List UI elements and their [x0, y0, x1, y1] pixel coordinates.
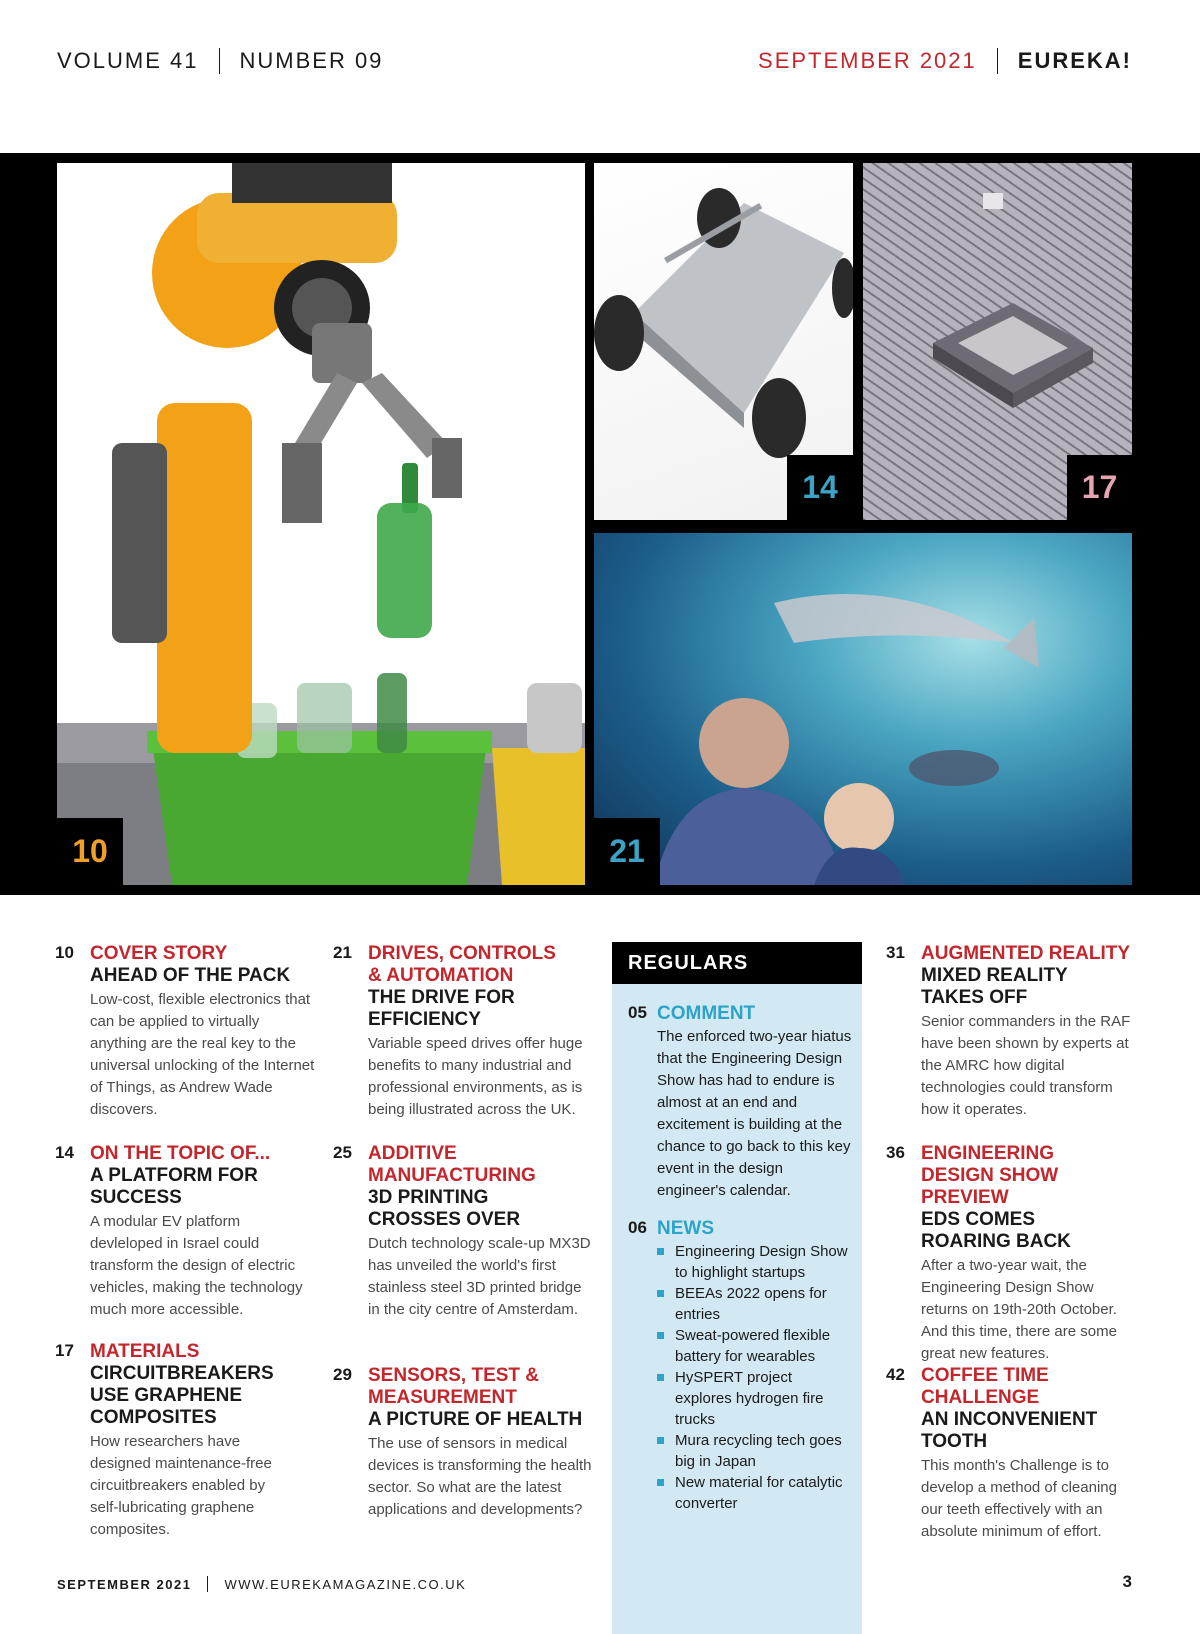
entry-title: CIRCUITBREAKERS USE GRAPHENE COMPOSITES	[90, 1363, 274, 1428]
issue-number: NUMBER 09	[239, 48, 384, 73]
entry-title: A PLATFORM FOR SUCCESS	[90, 1165, 258, 1208]
regular-entry-comment[interactable]	[628, 1003, 852, 1199]
entry-page: 29	[333, 1365, 352, 1384]
news-item[interactable]: BEEAs 2022 opens for entries	[657, 1283, 852, 1325]
entry-section: COFFEE TIME CHALLENGE	[921, 1365, 1049, 1408]
news-item[interactable]: HySPERT project explores hydrogen fire trucks	[657, 1367, 852, 1430]
entry-page: 36	[886, 1143, 905, 1162]
entry-page: 10	[55, 943, 74, 962]
entry-section: ENGINEERING DESIGN SHOW PREVIEW	[921, 1143, 1059, 1208]
regulars-heading: REGULARS	[612, 942, 862, 984]
entry-section: AUGMENTED REALITY	[921, 943, 1130, 964]
photo-band	[0, 153, 1200, 895]
regular-entry-news[interactable]	[628, 1218, 852, 1538]
entry-section: ADDITIVE MANUFACTURING	[368, 1143, 536, 1186]
entry-section: SENSORS, TEST & MEASUREMENT	[368, 1365, 540, 1408]
entry-description: How researchers have designed maintenance-free circuitbreakers enabled by self-lubricating graphene composites.	[90, 1433, 272, 1538]
entry-page: 05	[628, 1003, 647, 1022]
entry-description: The use of sensors in medical devices is transforming the health sector. So what are the latest applications and developments?	[368, 1435, 592, 1518]
header-divider	[219, 48, 220, 74]
masthead-left	[57, 48, 383, 74]
page-number-badge: 21	[594, 818, 660, 885]
page-number-badge: 10	[57, 818, 123, 885]
entry-description: Senior commanders in the RAF have been shown by experts at the AMRC how digital technologies could transform how it operates.	[921, 1013, 1131, 1118]
entry-title: 3D PRINTING CROSSES OVER	[368, 1187, 521, 1230]
robot-arm-photo[interactable]	[57, 163, 585, 885]
entry-section: MATERIALS	[90, 1341, 200, 1362]
aquarium-illustration	[594, 533, 1132, 885]
issue-date: SEPTEMBER 2021	[758, 48, 977, 73]
entry-section: COVER STORY	[90, 943, 228, 964]
entry-description: Low-cost, flexible electronics that can be applied to virtually anything are the real key to the universal unlocking of the Internet of Things, as Andrew Wade discovers.	[90, 991, 315, 1118]
entry-page: 31	[886, 943, 905, 962]
entry-description: After a two-year wait, the Engineering Design Show returns on 19th-20th October. And this time, there are some great new features.	[921, 1257, 1117, 1362]
entry-page: 17	[55, 1341, 74, 1360]
aquarium-photo[interactable]	[594, 533, 1132, 885]
entry-title: A PICTURE OF HEALTH	[368, 1409, 583, 1430]
entry-page: 21	[333, 943, 352, 962]
entry-description: The enforced two-year hiatus that the Engineering Design Show has had to endure is almost at an end and excitement is building at the chance to go back to this key event in the design engineer's calendar.	[657, 1028, 852, 1199]
entry-description: This month's Challenge is to develop a method of cleaning our teeth effectively with an absolute minimum of effort.	[921, 1457, 1117, 1540]
footer-date: SEPTEMBER 2021	[57, 1576, 192, 1592]
header-divider	[997, 48, 998, 74]
entry-title: EDS COMES ROARING BACK	[921, 1209, 1071, 1252]
magazine-name: EUREKA!	[1017, 48, 1132, 73]
entry-section: COMMENT	[657, 1003, 756, 1024]
news-list	[657, 1241, 852, 1514]
entry-section: ON THE TOPIC OF...	[90, 1143, 271, 1164]
news-item[interactable]: Mura recycling tech goes big in Japan	[657, 1430, 852, 1472]
entry-page: 25	[333, 1143, 352, 1162]
news-item[interactable]: Sweat-powered flexible battery for wearables	[657, 1325, 852, 1367]
entry-section: DRIVES, CONTROLS & AUTOMATION	[368, 943, 556, 986]
page-footer	[57, 1576, 466, 1592]
entry-page: 42	[886, 1365, 905, 1384]
entry-page: 06	[628, 1218, 647, 1237]
footer-divider	[207, 1576, 208, 1592]
entry-title: THE DRIVE FOR EFFICIENCY	[368, 987, 515, 1030]
entry-description: A modular EV platform devleloped in Israel could transform the design of electric vehicles, making the technology much more accessible.	[90, 1213, 303, 1318]
news-item[interactable]: New material for catalytic converter	[657, 1472, 852, 1514]
footer-url[interactable]: WWW.EUREKAMAGAZINE.CO.UK	[224, 1576, 467, 1592]
robot-arm-illustration	[57, 163, 585, 885]
page-number-badge: 14	[787, 455, 853, 520]
page-number: 3	[1122, 1572, 1132, 1591]
entry-section: NEWS	[657, 1218, 714, 1239]
entry-description: Dutch technology scale-up MX3D has unveiled the world's first stainless steel 3D printed bridge in the city centre of Amsterdam.	[368, 1235, 591, 1318]
page-number-badge: 17	[1067, 455, 1132, 520]
entry-description: Variable speed drives offer huge benefits to many industrial and professional environments, as is being illustrated across the UK.	[368, 1035, 583, 1118]
news-item[interactable]: Engineering Design Show to highlight startups	[657, 1241, 852, 1283]
entry-page: 14	[55, 1143, 74, 1162]
masthead-right	[758, 48, 1132, 74]
entry-title: AN INCONVENIENT TOOTH	[921, 1409, 1098, 1452]
entry-title: AHEAD OF THE PACK	[90, 965, 291, 986]
volume-label: VOLUME 41	[57, 48, 199, 73]
entry-title: MIXED REALITY TAKES OFF	[921, 965, 1068, 1008]
